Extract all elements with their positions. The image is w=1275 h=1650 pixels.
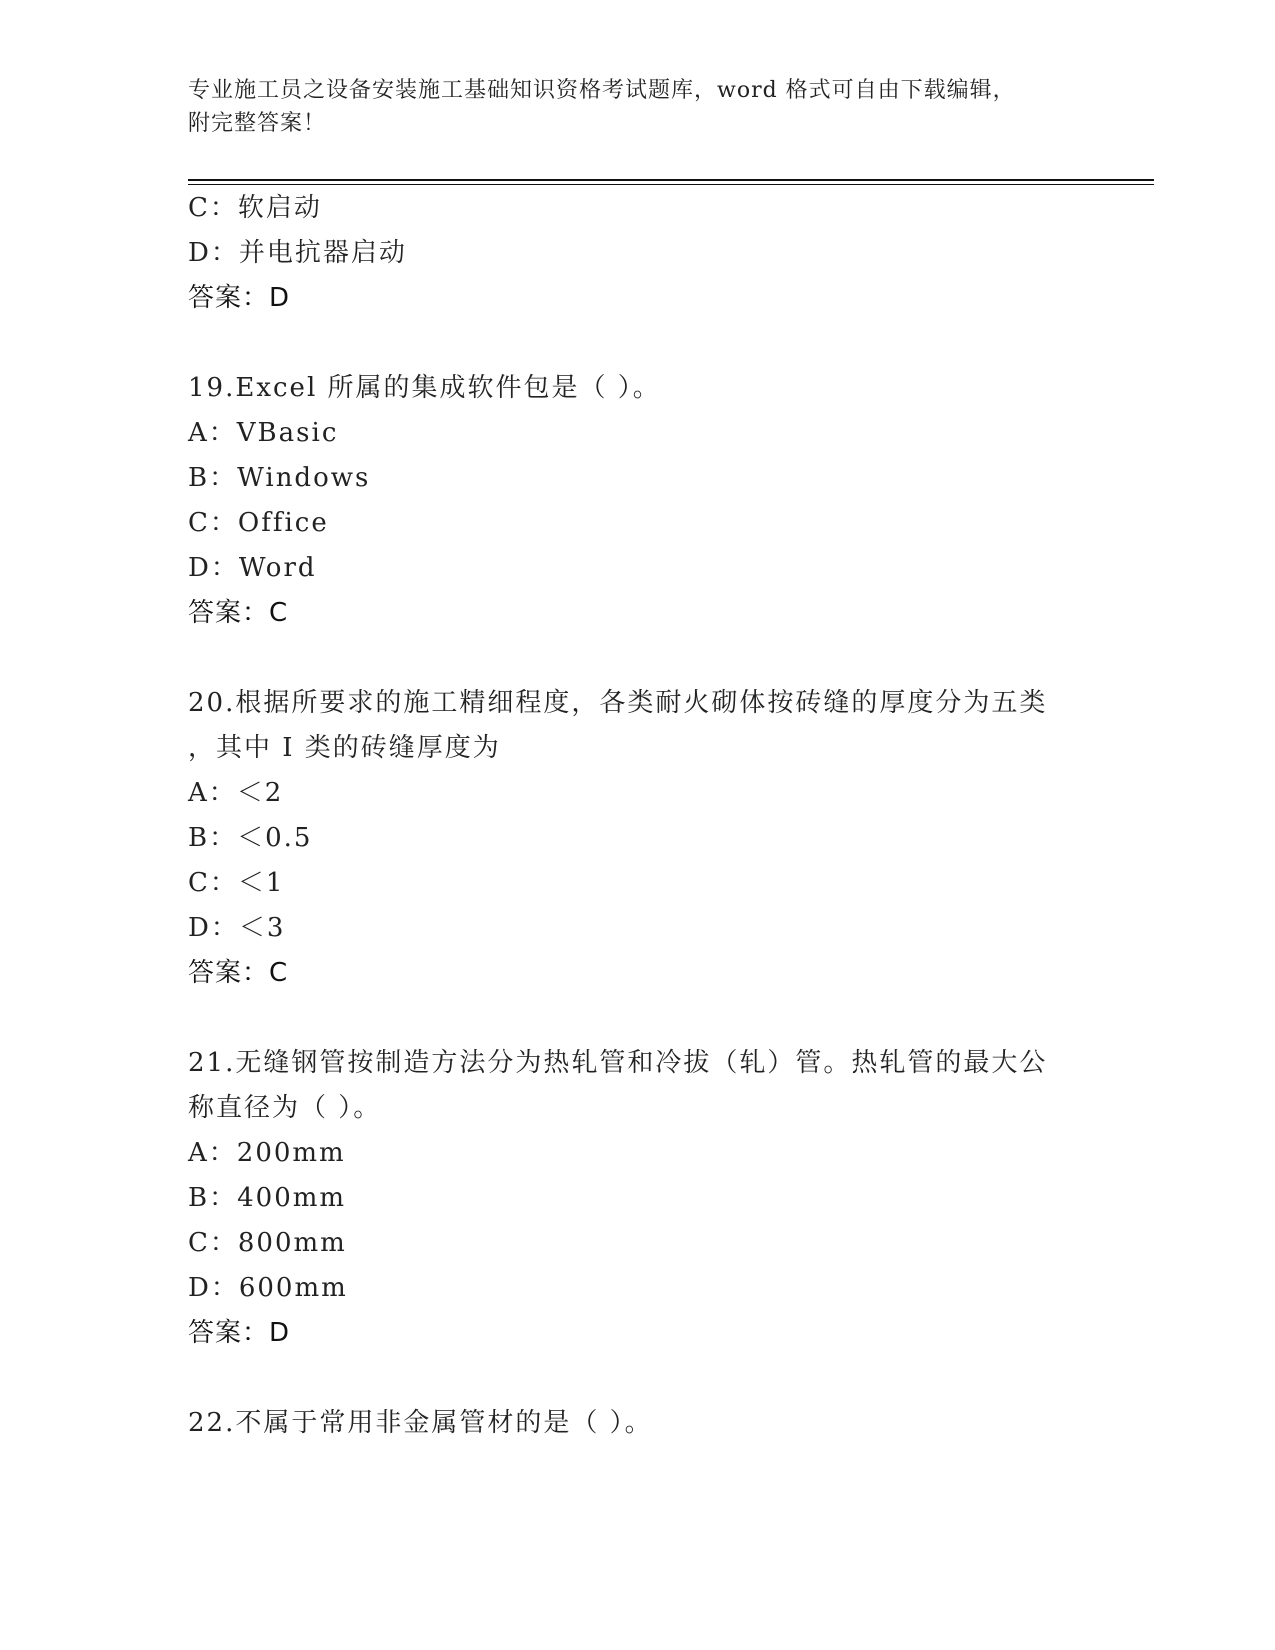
q19-option-c: C：Office — [188, 508, 329, 538]
q21-option-c: C：800mm — [188, 1228, 347, 1258]
header-line-2: 附完整答案！ — [188, 111, 327, 136]
prev-option-d: D：并电抗器启动 — [188, 238, 407, 268]
q19-option-a: A：VBasic — [188, 418, 339, 448]
q20-option-b: B：＜0.5 — [188, 823, 313, 853]
header-line-1: 专业施工员之设备安装施工基础知识资格考试题库，word 格式可自由下载编辑， — [188, 78, 1016, 103]
header-rule-thin — [188, 184, 1154, 185]
q21-option-a: A：200mm — [188, 1138, 346, 1168]
prev-answer: 答案：D — [188, 283, 291, 313]
q21-option-d: D：600mm — [188, 1273, 348, 1303]
q19-stem: 19.Excel 所属的集成软件包是（ ）。 — [188, 373, 661, 403]
q21-stem-line-1: 21.无缝钢管按制造方法分为热轧管和冷拔（轧）管。热轧管的最大公 — [188, 1048, 1048, 1078]
q19-answer: 答案：C — [188, 598, 289, 628]
q21-stem-line-2: 称直径为（ ）。 — [188, 1093, 382, 1123]
q20-stem-line-1: 20.根据所要求的施工精细程度，各类耐火砌体按砖缝的厚度分为五类 — [188, 688, 1048, 718]
q20-stem-line-2: ，其中 I 类的砖缝厚度为 — [188, 733, 501, 763]
q20-option-a: A：＜2 — [188, 778, 284, 808]
q19-option-d: D：Word — [188, 553, 317, 583]
q22-stem: 22.不属于常用非金属管材的是（ ）。 — [188, 1408, 653, 1438]
header-rule-thick — [188, 179, 1154, 181]
q21-answer: 答案：D — [188, 1318, 291, 1348]
q21-option-b: B：400mm — [188, 1183, 347, 1213]
q20-answer: 答案：C — [188, 958, 289, 988]
q19-option-b: B：Windows — [188, 463, 371, 493]
q20-option-d: D：＜3 — [188, 913, 286, 943]
q20-option-c: C：＜1 — [188, 868, 285, 898]
document-header — [188, 74, 1088, 140]
prev-option-c: C：软启动 — [188, 193, 322, 223]
